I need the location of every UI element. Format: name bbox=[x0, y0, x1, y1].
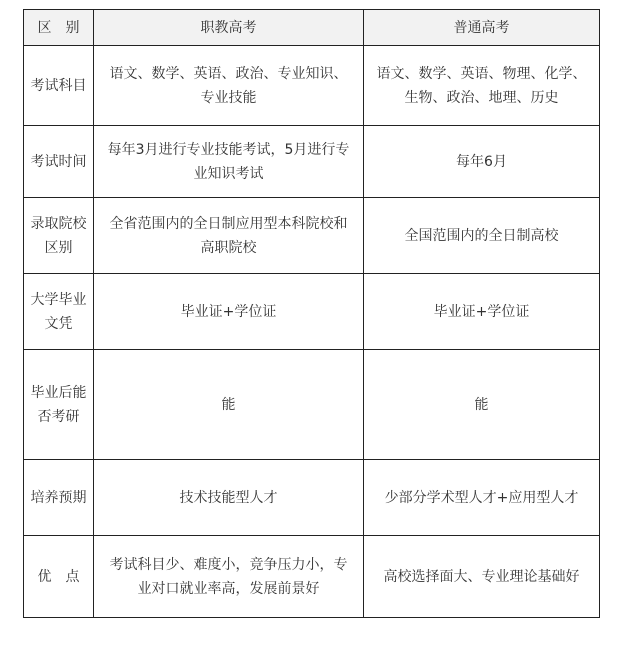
header-row bbox=[24, 10, 600, 46]
header-category: 区 别 bbox=[24, 10, 94, 46]
table-row bbox=[24, 198, 600, 274]
comparison-table bbox=[23, 9, 600, 618]
header-vocational-exam: 职教高考 bbox=[94, 10, 364, 46]
row-label: 大学毕业文凭 bbox=[24, 274, 94, 350]
comparison-table-wrapper bbox=[23, 9, 600, 618]
table-row bbox=[24, 126, 600, 198]
vocational-cell: 毕业证+学位证 bbox=[94, 274, 364, 350]
general-cell: 少部分学术型人才+应用型人才 bbox=[364, 460, 600, 536]
table-row bbox=[24, 350, 600, 460]
vocational-cell: 考试科目少、难度小，竞争压力小，专业对口就业率高，发展前景好 bbox=[94, 536, 364, 618]
table-row bbox=[24, 46, 600, 126]
header-general-exam: 普通高考 bbox=[364, 10, 600, 46]
general-cell: 高校选择面大、专业理论基础好 bbox=[364, 536, 600, 618]
vocational-cell: 每年3月进行专业技能考试，5月进行专业知识考试 bbox=[94, 126, 364, 198]
general-cell: 语文、数学、英语、物理、化学、生物、政治、地理、历史 bbox=[364, 46, 600, 126]
row-label: 培养预期 bbox=[24, 460, 94, 536]
row-label: 考试科目 bbox=[24, 46, 94, 126]
general-cell: 每年6月 bbox=[364, 126, 600, 198]
row-label: 毕业后能否考研 bbox=[24, 350, 94, 460]
vocational-cell: 语文、数学、英语、政治、专业知识、专业技能 bbox=[94, 46, 364, 126]
vocational-cell: 技术技能型人才 bbox=[94, 460, 364, 536]
vocational-cell: 全省范围内的全日制应用型本科院校和高职院校 bbox=[94, 198, 364, 274]
row-label: 考试时间 bbox=[24, 126, 94, 198]
row-label: 录取院校区别 bbox=[24, 198, 94, 274]
general-cell: 毕业证+学位证 bbox=[364, 274, 600, 350]
vocational-cell: 能 bbox=[94, 350, 364, 460]
table-row bbox=[24, 274, 600, 350]
general-cell: 全国范围内的全日制高校 bbox=[364, 198, 600, 274]
table-row bbox=[24, 536, 600, 618]
general-cell: 能 bbox=[364, 350, 600, 460]
table-row bbox=[24, 460, 600, 536]
row-label: 优 点 bbox=[24, 536, 94, 618]
